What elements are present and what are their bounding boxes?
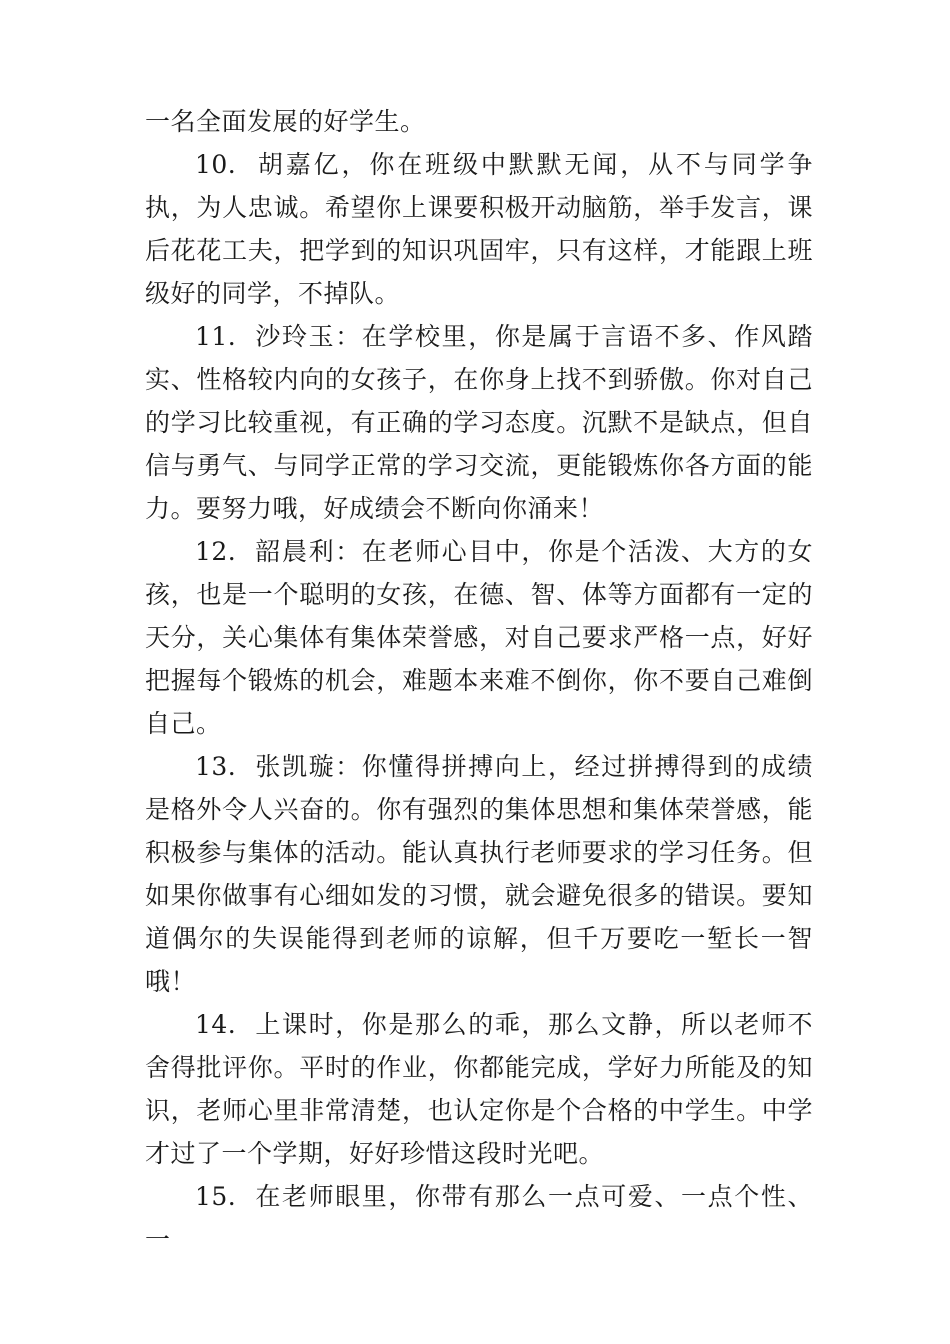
- paragraph-text: 胡嘉亿，你在班级中默默无闻，从不与同学争执，为人忠诚。希望你上课要积极开动脑筋，举手发言，课后花花工夫，把学到的知识巩固牢，只有这样，才能跟上班级好的同学，不掉队。: [145, 150, 813, 308]
- paragraph-13: [145, 745, 813, 1003]
- paragraph-number: 11.: [195, 322, 237, 351]
- paragraph-text: 张凯璇：你懂得拼搏向上，经过拼搏得到的成绩是格外令人兴奋的。你有强烈的集体思想和集体荣誉感，能积极参与集体的活动。能认真执行老师要求的学习任务。但如果你做事有心细如发的习惯，就会避免很多的错误。要知道偶尔的失误能得到老师的谅解，但千万要吃一堑长一智哦！: [145, 752, 813, 996]
- paragraph-number: 12.: [195, 537, 237, 566]
- paragraph-number: 13.: [195, 752, 237, 781]
- paragraph-text: 沙玲玉：在学校里，你是属于言语不多、作风踏实、性格较内向的女孩子，在你身上找不到骄傲。你对自己的学习比较重视，有正确的学习态度。沉默不是缺点，但自信与勇气、与同学正常的学习交流，更能锻炼你各方面的能力。要努力哦，好成绩会不断向你涌来！: [145, 322, 813, 523]
- paragraph-15: [145, 1175, 813, 1261]
- paragraph-number: 15.: [195, 1182, 237, 1211]
- paragraph-12: [145, 530, 813, 745]
- paragraph-text: 在老师眼里，你带有那么一点可爱、一点个性、一: [145, 1182, 813, 1254]
- paragraph-text: 上课时，你是那么的乖，那么文静，所以老师不舍得批评你。平时的作业，你都能完成，学好力所能及的知识，老师心里非常清楚，也认定你是个合格的中学生。中学才过了一个学期，好好珍惜这段时光吧。: [145, 1010, 813, 1168]
- paragraph-11: [145, 315, 813, 530]
- document-body: [145, 100, 813, 1261]
- paragraph-number: 10.: [195, 150, 237, 179]
- paragraph-14: [145, 1003, 813, 1175]
- paragraph-text: 韶晨利：在老师心目中，你是个活泼、大方的女孩，也是一个聪明的女孩，在德、智、体等方面都有一定的天分，关心集体有集体荣誉感，对自己要求严格一点，好好把握每个锻炼的机会，难题本来难不倒你，你不要自己难倒自己。: [145, 537, 813, 738]
- paragraph-10: [145, 143, 813, 315]
- paragraph-number: 14.: [195, 1010, 237, 1039]
- paragraph-continuation: [145, 100, 813, 143]
- paragraph-text: 一名全面发展的好学生。: [145, 107, 426, 136]
